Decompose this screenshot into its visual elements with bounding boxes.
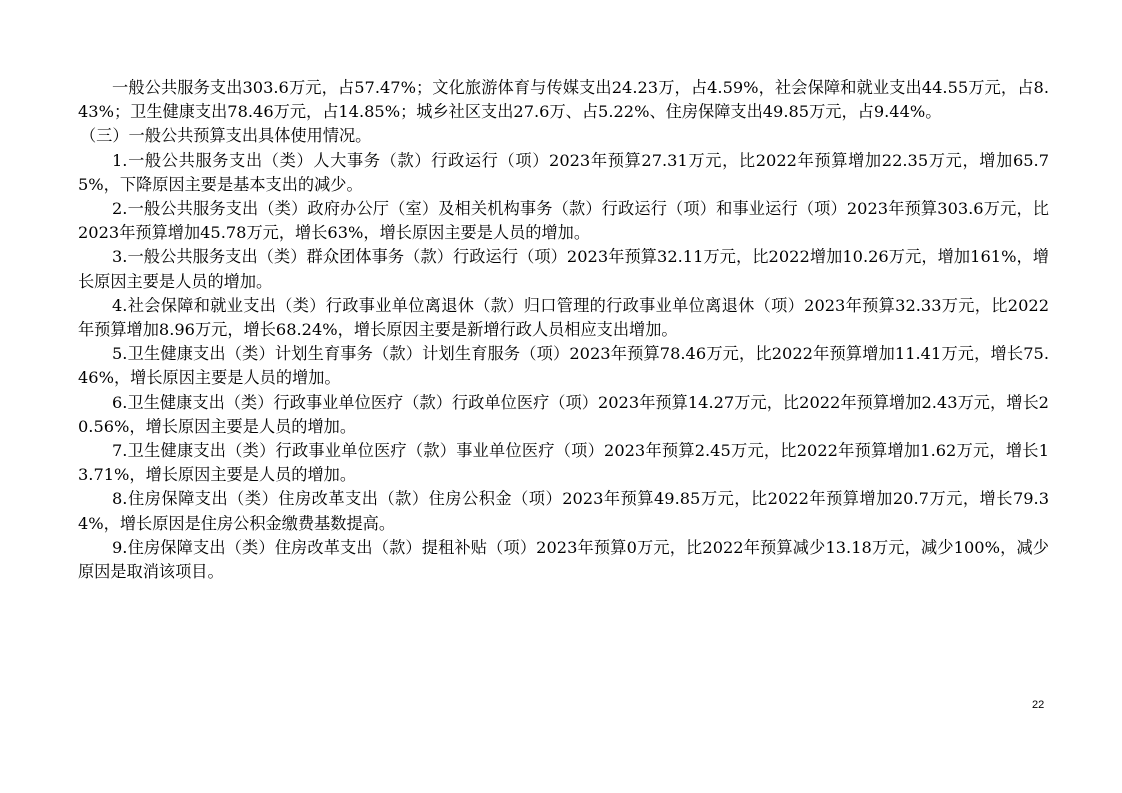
item-1-paragraph: 1.一般公共服务支出（类）人大事务（款）行政运行（项）2023年预算27.31万元，比2022年预算增加22.35万元，增加65.75%，下降原因主要是基本支出的减少。 [78, 150, 1049, 194]
item-8-paragraph: 8.住房保障支出（类）住房改革支出（款）住房公积金（项）2023年预算49.85万元，比2022年预算增加20.7万元，增长79.34%，增长原因是住房公积金缴费基数提高。 [78, 489, 1049, 533]
section-heading: （三）一般公共预算支出具体使用情况。 [80, 126, 372, 146]
item-7-paragraph: 7.卫生健康支出（类）行政事业单位医疗（款）事业单位医疗（项）2023年预算2.45万元，比2022年预算增加1.62万元，增长13.71%，增长原因主要是人员的增加。 [78, 441, 1049, 485]
item-4-paragraph: 4.社会保障和就业支出（类）行政事业单位离退休（款）归口管理的行政事业单位离退休（项）2023年预算32.33万元，比2022年预算增加8.96万元，增长68.24%，增长原因主要是新增行政人员相应支出增加。 [78, 295, 1049, 340]
page-number: 22 [1032, 699, 1045, 711]
item-2-paragraph: 2.一般公共服务支出（类）政府办公厅（室）及相关机构事务（款）行政运行（项）和事业运行（项）2023年预算303.6万元，比2023年预算增加45.78万元，增长63%，增长原因主要是人员的增加。 [78, 199, 1049, 243]
expenditure-summary-paragraph: 一般公共服务支出303.6万元，占57.47%；文化旅游体育与传媒支出24.23万，占4.59%，社会保障和就业支出44.55万元，占8.43%；卫生健康支出78.46万元，占14.85%；城乡社区支出27.6万、占5.22%、住房保障支出49.85万元，占9.44%。 [78, 78, 1049, 122]
item-9-paragraph: 9.住房保障支出（类）住房改革支出（款）提租补贴（项）2023年预算0万元，比2022年预算减少13.18万元，减少100%，减少原因是取消该项目。 [78, 537, 1049, 582]
item-6-paragraph: 6.卫生健康支出（类）行政事业单位医疗（款）行政单位医疗（项）2023年预算14.27万元，比2022年预算增加2.43万元，增长20.56%，增长原因主要是人员的增加。 [78, 392, 1049, 436]
document-body [78, 76, 1049, 584]
item-3-paragraph: 3.一般公共服务支出（类）群众团体事务（款）行政运行（项）2023年预算32.11万元，比2022增加10.26万元，增加161%，增长原因主要是人员的增加。 [78, 247, 1049, 291]
item-5-paragraph: 5.卫生健康支出（类）计划生育事务（款）计划生育服务（项）2023年预算78.46万元，比2022年预算增加11.41万元，增长75.46%，增长原因主要是人员的增加。 [78, 344, 1049, 388]
